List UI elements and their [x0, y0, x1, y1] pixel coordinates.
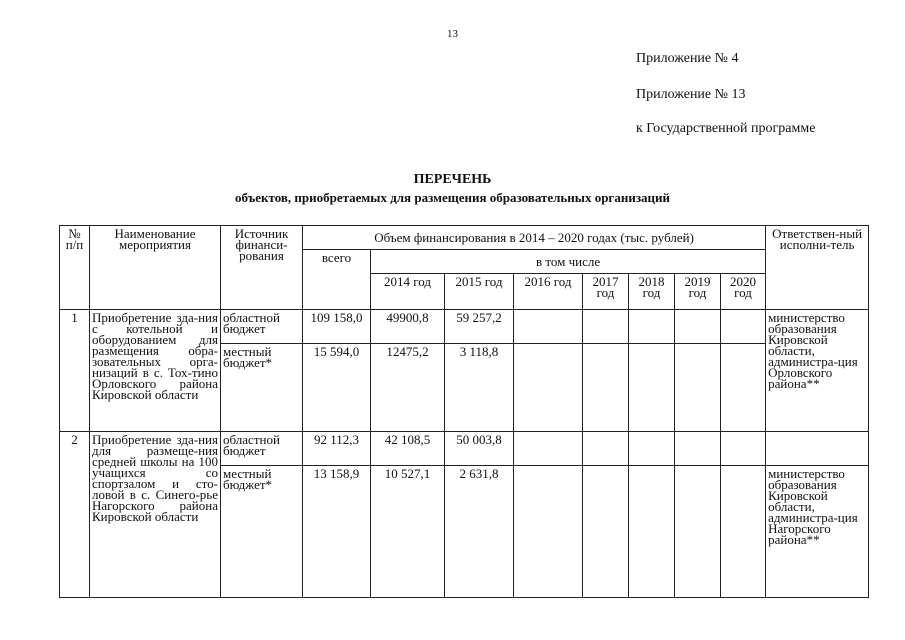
row-source: местный бюджет* — [221, 466, 303, 598]
header-responsible: Ответствен-ный исполни-тель — [766, 226, 869, 310]
row-source: местный бюджет* — [221, 344, 303, 432]
appendix-line-2: Приложение № 13 — [636, 87, 746, 102]
row-2017 — [583, 432, 629, 466]
row-source: областной бюджет — [221, 310, 303, 344]
row-responsible-empty — [766, 432, 869, 466]
row-2018 — [629, 344, 675, 432]
row-2016 — [514, 466, 583, 598]
header-year-2020: 2020 год — [721, 274, 766, 310]
header-name: Наименование мероприятия — [90, 226, 221, 310]
row-2016 — [514, 432, 583, 466]
header-year-2018: 2018 год — [629, 274, 675, 310]
row-2019 — [675, 432, 721, 466]
row-num: 2 — [60, 432, 90, 598]
header-year-2014: 2014 год — [371, 274, 445, 310]
appendix-line-3: к Государственной программе — [636, 121, 816, 136]
row-2018 — [629, 310, 675, 344]
page-number: 13 — [447, 28, 458, 40]
row-2020 — [721, 466, 766, 598]
header-year-2016: 2016 год — [514, 274, 583, 310]
appendix-line-1: Приложение № 4 — [636, 51, 739, 66]
row-total: 109 158,0 — [303, 310, 371, 344]
row-2015: 50 003,8 — [445, 432, 514, 466]
row-2019 — [675, 344, 721, 432]
row-2015: 59 257,2 — [445, 310, 514, 344]
row-2016 — [514, 344, 583, 432]
header-total: всего — [303, 250, 371, 310]
objects-table — [59, 225, 869, 598]
row-2017 — [583, 344, 629, 432]
row-2014: 12475,2 — [371, 344, 445, 432]
row-total: 13 158,9 — [303, 466, 371, 598]
row-2017 — [583, 466, 629, 598]
row-2014: 10 527,1 — [371, 466, 445, 598]
row-total: 15 594,0 — [303, 344, 371, 432]
row-2016 — [514, 310, 583, 344]
row-2018 — [629, 432, 675, 466]
header-year-2017: 2017 год — [583, 274, 629, 310]
row-2020 — [721, 344, 766, 432]
row-num: 1 — [60, 310, 90, 432]
row-2015: 3 118,8 — [445, 344, 514, 432]
header-num: № п/п — [60, 226, 90, 310]
document-subtitle: объектов, приобретаемых для размещения образовательных организаций — [234, 190, 671, 205]
row-2020 — [721, 432, 766, 466]
row-2015: 2 631,8 — [445, 466, 514, 598]
row-responsible: министерство образования Кировской области, администра-ция Орловского района** — [766, 310, 869, 432]
header-source: Источник финанси-рования — [221, 226, 303, 310]
table-row — [60, 432, 869, 466]
header-year-2019: 2019 год — [675, 274, 721, 310]
row-name: Приобретение зда-ния с котельной и оборудованием для размещения обра-зовательных орга-низаций в с. Тох-тино Орловского района Кировской области — [90, 310, 221, 432]
row-name: Приобретение зда-ния для размеще-ния средней школы на 100 учащихся со спортзалом и сто-ловой в с. Синего-рье Нагорского района Кировской области — [90, 432, 221, 598]
row-2014: 49900,8 — [371, 310, 445, 344]
document-title: ПЕРЕЧЕНЬ — [413, 172, 492, 187]
row-2019 — [675, 466, 721, 598]
row-total: 92 112,3 — [303, 432, 371, 466]
header-year-2015: 2015 год — [445, 274, 514, 310]
row-source: областной бюджет — [221, 432, 303, 466]
row-2017 — [583, 310, 629, 344]
row-2014: 42 108,5 — [371, 432, 445, 466]
row-2018 — [629, 466, 675, 598]
header-volume: Объем финансирования в 2014 – 2020 годах (тыс. рублей) — [303, 226, 766, 250]
table-row — [60, 310, 869, 344]
row-responsible: министерство образования Кировской области, администра-ция Нагорского района** — [766, 466, 869, 598]
row-2019 — [675, 310, 721, 344]
row-2020 — [721, 310, 766, 344]
header-including: в том числе — [371, 250, 766, 274]
